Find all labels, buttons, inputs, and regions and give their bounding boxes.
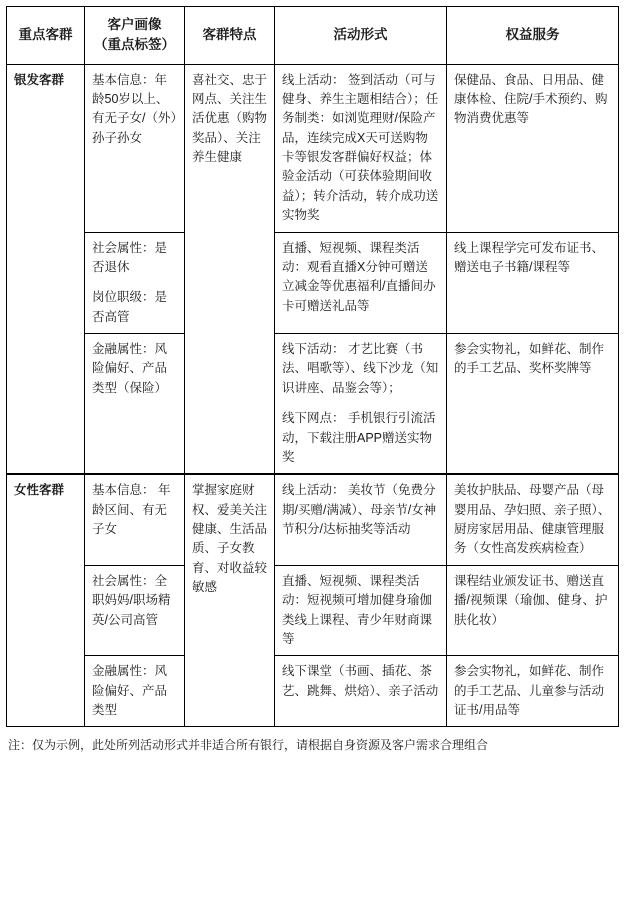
activity-cell: 线上活动： 美妆节（免费分期/买赠/满减）、母亲节/女神节积分/达标抽奖等活动 bbox=[275, 474, 447, 565]
column-header-profile-line1: 客户画像 bbox=[107, 17, 162, 32]
column-header-benefit: 权益服务 bbox=[447, 7, 619, 65]
activity-cell: 线上活动： 签到活动（可与健身、养生主题相结合）；任务制类：如浏览理财/保险产品，连续完成X天可送购物卡等银发客群偏好权益；体验金活动（可获体验期间收益）；转介活动，转介成功送实物奖 bbox=[275, 64, 447, 232]
benefit-cell: 参会实物礼，如鲜花、制作的手工艺品、奖杯奖牌等 bbox=[447, 334, 619, 475]
table-row bbox=[7, 64, 619, 232]
benefit-cell: 美妆护肤品、母婴产品（母婴用品、孕妇照、亲子照）、厨房家居用品、健康管理服务（女性高发疾病检查） bbox=[447, 474, 619, 565]
activity-offline: 线下活动： 才艺比赛（书法、唱歌等）、线下沙龙（知识讲座、品鉴会等）； bbox=[282, 342, 439, 395]
profile-cell: 基本信息： 年龄区间、有无子女 bbox=[85, 474, 185, 565]
table-body bbox=[7, 64, 619, 727]
table-row bbox=[7, 565, 619, 656]
customer-segment-matrix bbox=[6, 6, 619, 727]
profile-cell: 金融属性：风险偏好、产品类型（保险） bbox=[85, 334, 185, 475]
benefit-cell: 参会实物礼，如鲜花、制作的手工艺品、儿童参与活动证书/用品等 bbox=[447, 656, 619, 727]
footnote: 注：仅为示例，此处所列活动形式并非适合所有银行，请根据自身资源及客户需求合理组合 bbox=[8, 738, 489, 753]
table-row bbox=[7, 474, 619, 565]
traits-cell-female: 掌握家庭财权、爱美关注健康、生活品质、子女教育、对收益较敏感 bbox=[185, 474, 275, 727]
column-header-traits: 客群特点 bbox=[185, 7, 275, 65]
activity-cell bbox=[275, 334, 447, 475]
segment-name-silver: 银发客群 bbox=[7, 64, 85, 474]
table-row bbox=[7, 232, 619, 334]
profile-cell bbox=[85, 232, 185, 334]
table-row bbox=[7, 656, 619, 727]
activity-cell: 直播、短视频、课程类活动：短视频可增加健身瑜伽类线上课程、青少年财商课等 bbox=[275, 565, 447, 656]
profile-social-attribute: 社会属性：是否退休 bbox=[92, 240, 168, 274]
benefit-cell: 课程结业颁发证书、赠送直播/视频课（瑜伽、健身、护肤化妆） bbox=[447, 565, 619, 656]
activity-branch: 线下网点： 手机银行引流活动，下载注册APP赠送实物奖 bbox=[282, 411, 436, 464]
column-header-activity: 活动形式 bbox=[275, 7, 447, 65]
profile-job-rank: 岗位职级：是否高管 bbox=[92, 290, 168, 324]
activity-cell: 直播、短视频、课程类活动：观看直播X分钟可赠送立减金等优惠福利/直播间办卡可赠送礼品等 bbox=[275, 232, 447, 334]
table-row bbox=[7, 334, 619, 475]
benefit-cell: 线上课程学完可发布证书、赠送电子书籍/课程等 bbox=[447, 232, 619, 334]
activity-cell: 线下课堂（书画、插花、茶艺、跳舞、烘焙）、亲子活动 bbox=[275, 656, 447, 727]
profile-cell: 社会属性：全职妈妈/职场精英/公司高管 bbox=[85, 565, 185, 656]
profile-cell: 金融属性：风险偏好、产品类型 bbox=[85, 656, 185, 727]
header-row bbox=[7, 7, 619, 65]
segment-name-female: 女性客群 bbox=[7, 474, 85, 727]
benefit-cell: 保健品、食品、日用品、健康体检、住院/手术预约、购物消费优惠等 bbox=[447, 64, 619, 232]
column-header-profile-line2: （重点标签） bbox=[94, 37, 175, 53]
traits-cell-silver: 喜社交、忠于网点、关注生活优惠（购物奖品）、关注养生健康 bbox=[185, 64, 275, 474]
profile-cell: 基本信息：年龄50岁以上、 有无子女/（外）孙子孙女 bbox=[85, 64, 185, 232]
table-header bbox=[7, 7, 619, 65]
column-header-profile bbox=[85, 7, 185, 65]
column-header-segment: 重点客群 bbox=[7, 7, 85, 65]
